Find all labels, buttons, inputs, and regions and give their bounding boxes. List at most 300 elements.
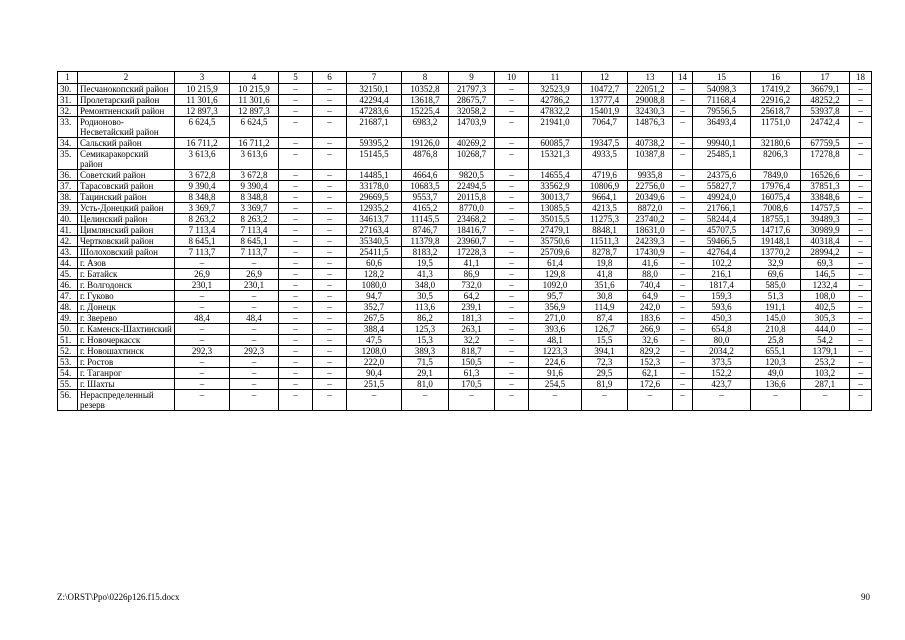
value-cell: –: [673, 324, 693, 335]
value-cell: 32430,3: [628, 106, 673, 117]
value-cell: 120,3: [751, 357, 801, 368]
value-cell: –: [693, 390, 751, 411]
table-row: [58, 313, 872, 324]
value-cell: 25485,1: [693, 149, 751, 170]
value-cell: –: [313, 313, 347, 324]
value-cell: 22051,2: [628, 84, 673, 95]
value-cell: –: [850, 357, 872, 368]
header-cell: 6: [313, 72, 347, 84]
value-cell: 60,6: [347, 258, 402, 269]
value-cell: 25,8: [751, 335, 801, 346]
value-cell: –: [673, 149, 693, 170]
value-cell: 32058,2: [449, 106, 495, 117]
value-cell: 11145,5: [402, 214, 449, 225]
value-cell: –: [279, 280, 313, 291]
value-cell: 24239,3: [628, 236, 673, 247]
value-cell: 62,1: [628, 368, 673, 379]
table-row: [58, 149, 872, 170]
value-cell: 72,3: [582, 357, 628, 368]
row-number-cell: 33.: [58, 117, 78, 138]
value-cell: 19347,5: [582, 138, 628, 149]
value-cell: 45707,5: [693, 225, 751, 236]
value-cell: –: [313, 84, 347, 95]
value-cell: 33562,9: [529, 181, 582, 192]
value-cell: –: [175, 357, 230, 368]
value-cell: 20115,8: [449, 192, 495, 203]
value-cell: –: [529, 390, 582, 411]
value-cell: 29008,8: [628, 95, 673, 106]
header-cell: 17: [801, 72, 850, 84]
value-cell: 35340,5: [347, 236, 402, 247]
value-cell: 146,5: [801, 269, 850, 280]
header-cell: 14: [673, 72, 693, 84]
value-cell: –: [279, 95, 313, 106]
value-cell: 732,0: [449, 280, 495, 291]
row-number-cell: 36.: [58, 170, 78, 181]
value-cell: 29,1: [402, 368, 449, 379]
value-cell: 86,9: [449, 269, 495, 280]
value-cell: –: [850, 84, 872, 95]
value-cell: 1232,4: [801, 280, 850, 291]
value-cell: –: [279, 269, 313, 280]
value-cell: 33178,0: [347, 181, 402, 192]
value-cell: –: [175, 390, 230, 411]
district-name-cell: Нераспределенный резерв: [78, 390, 175, 411]
value-cell: 23960,7: [449, 236, 495, 247]
value-cell: –: [175, 291, 230, 302]
value-cell: 11 301,6: [230, 95, 279, 106]
value-cell: 28994,2: [801, 247, 850, 258]
value-cell: –: [279, 170, 313, 181]
value-cell: 9935,8: [628, 170, 673, 181]
value-cell: 263,1: [449, 324, 495, 335]
table-row: [58, 324, 872, 335]
value-cell: 655,1: [751, 346, 801, 357]
value-cell: 32,2: [449, 335, 495, 346]
value-cell: –: [673, 302, 693, 313]
value-cell: 40738,2: [628, 138, 673, 149]
value-cell: –: [279, 117, 313, 138]
value-cell: –: [313, 117, 347, 138]
value-cell: –: [495, 335, 529, 346]
value-cell: 59395,2: [347, 138, 402, 149]
value-cell: 7849,0: [751, 170, 801, 181]
row-number-cell: 34.: [58, 138, 78, 149]
value-cell: –: [279, 390, 313, 411]
value-cell: –: [850, 214, 872, 225]
value-cell: –: [850, 138, 872, 149]
value-cell: –: [279, 335, 313, 346]
value-cell: 60085,7: [529, 138, 582, 149]
value-cell: 740,4: [628, 280, 673, 291]
table-row: [58, 280, 872, 291]
value-cell: –: [850, 280, 872, 291]
value-cell: –: [850, 346, 872, 357]
value-cell: 54098,3: [693, 84, 751, 95]
value-cell: –: [495, 247, 529, 258]
value-cell: 25709,6: [529, 247, 582, 258]
value-cell: 1080,0: [347, 280, 402, 291]
value-cell: 114,9: [582, 302, 628, 313]
value-cell: –: [850, 170, 872, 181]
value-cell: 19126,0: [402, 138, 449, 149]
value-cell: –: [313, 357, 347, 368]
value-cell: 40318,4: [801, 236, 850, 247]
value-cell: 34613,7: [347, 214, 402, 225]
value-cell: 15145,5: [347, 149, 402, 170]
value-cell: –: [313, 335, 347, 346]
value-cell: 7 113,7: [230, 247, 279, 258]
value-cell: 7008,6: [751, 203, 801, 214]
value-cell: –: [673, 280, 693, 291]
value-cell: –: [279, 357, 313, 368]
value-cell: –: [850, 258, 872, 269]
value-cell: –: [673, 117, 693, 138]
value-cell: –: [313, 192, 347, 203]
value-cell: 593,6: [693, 302, 751, 313]
value-cell: –: [628, 390, 673, 411]
district-name-cell: Тарасовский район: [78, 181, 175, 192]
value-cell: 266,9: [628, 324, 673, 335]
value-cell: 23740,2: [628, 214, 673, 225]
value-cell: –: [495, 324, 529, 335]
value-cell: 17976,4: [751, 181, 801, 192]
value-cell: 13085,5: [529, 203, 582, 214]
value-cell: 12 897,3: [175, 106, 230, 117]
value-cell: 224,6: [529, 357, 582, 368]
value-cell: –: [850, 390, 872, 411]
value-cell: 32,9: [751, 258, 801, 269]
value-cell: –: [279, 225, 313, 236]
value-cell: 53937,8: [801, 106, 850, 117]
value-cell: –: [279, 302, 313, 313]
value-cell: 48,4: [230, 313, 279, 324]
value-cell: –: [495, 291, 529, 302]
row-number-cell: 52.: [58, 346, 78, 357]
value-cell: 102,2: [693, 258, 751, 269]
value-cell: 3 369,7: [230, 203, 279, 214]
row-number-cell: 49.: [58, 313, 78, 324]
value-cell: 15401,9: [582, 106, 628, 117]
value-cell: –: [279, 236, 313, 247]
table-row: [58, 117, 872, 138]
header-cell: 3: [175, 72, 230, 84]
row-number-cell: 30.: [58, 84, 78, 95]
value-cell: 145,0: [751, 313, 801, 324]
value-cell: 3 672,8: [175, 170, 230, 181]
value-cell: –: [230, 379, 279, 390]
value-cell: 1223,3: [529, 346, 582, 357]
value-cell: 25411,5: [347, 247, 402, 258]
value-cell: 49924,0: [693, 192, 751, 203]
value-cell: –: [313, 379, 347, 390]
value-cell: 183,6: [628, 313, 673, 324]
value-cell: 444,0: [801, 324, 850, 335]
value-cell: –: [230, 302, 279, 313]
header-cell: 5: [279, 72, 313, 84]
table-row: [58, 346, 872, 357]
value-cell: –: [495, 192, 529, 203]
table-row: [58, 214, 872, 225]
value-cell: 61,4: [529, 258, 582, 269]
row-number-cell: 41.: [58, 225, 78, 236]
value-cell: 152,2: [693, 368, 751, 379]
value-cell: 1817,4: [693, 280, 751, 291]
value-cell: 585,0: [751, 280, 801, 291]
value-cell: 829,2: [628, 346, 673, 357]
value-cell: –: [495, 214, 529, 225]
value-cell: –: [495, 269, 529, 280]
value-cell: –: [313, 95, 347, 106]
value-cell: 42764,4: [693, 247, 751, 258]
district-name-cell: Семикаракорский район: [78, 149, 175, 170]
value-cell: 18631,0: [628, 225, 673, 236]
value-cell: 27163,4: [347, 225, 402, 236]
district-name-cell: Сальский район: [78, 138, 175, 149]
value-cell: 19,8: [582, 258, 628, 269]
footer-page-number: 90: [861, 592, 870, 602]
value-cell: 17278,8: [801, 149, 850, 170]
value-cell: 71,5: [402, 357, 449, 368]
data-table: [57, 71, 872, 411]
row-number-cell: 38.: [58, 192, 78, 203]
value-cell: –: [850, 313, 872, 324]
value-cell: 7 113,4: [230, 225, 279, 236]
value-cell: 26,9: [175, 269, 230, 280]
value-cell: –: [313, 247, 347, 258]
value-cell: 21797,3: [449, 84, 495, 95]
value-cell: –: [751, 390, 801, 411]
value-cell: –: [850, 149, 872, 170]
value-cell: –: [313, 181, 347, 192]
value-cell: –: [175, 379, 230, 390]
value-cell: 32180,6: [751, 138, 801, 149]
value-cell: 8 263,2: [175, 214, 230, 225]
value-cell: –: [495, 357, 529, 368]
value-cell: 26,9: [230, 269, 279, 280]
row-number-cell: 37.: [58, 181, 78, 192]
value-cell: 19,5: [402, 258, 449, 269]
value-cell: 24742,4: [801, 117, 850, 138]
row-number-cell: 54.: [58, 368, 78, 379]
value-cell: 36493,4: [693, 117, 751, 138]
value-cell: 251,5: [347, 379, 402, 390]
value-cell: 15321,3: [529, 149, 582, 170]
value-cell: –: [449, 390, 495, 411]
value-cell: 40269,2: [449, 138, 495, 149]
value-cell: –: [673, 357, 693, 368]
value-cell: –: [175, 258, 230, 269]
value-cell: 152,3: [628, 357, 673, 368]
value-cell: 16 711,2: [230, 138, 279, 149]
value-cell: 24375,6: [693, 170, 751, 181]
value-cell: 11379,8: [402, 236, 449, 247]
value-cell: 25618,7: [751, 106, 801, 117]
value-cell: 88,0: [628, 269, 673, 280]
value-cell: 16075,4: [751, 192, 801, 203]
table-row: [58, 106, 872, 117]
value-cell: 48,1: [529, 335, 582, 346]
value-cell: 8206,3: [751, 149, 801, 170]
value-cell: –: [673, 379, 693, 390]
value-cell: 8 645,1: [230, 236, 279, 247]
district-name-cell: г. Ростов: [78, 357, 175, 368]
table-row: [58, 138, 872, 149]
value-cell: 222,0: [347, 357, 402, 368]
value-cell: 352,7: [347, 302, 402, 313]
value-cell: 16 711,2: [175, 138, 230, 149]
value-cell: –: [230, 335, 279, 346]
value-cell: 30989,9: [801, 225, 850, 236]
value-cell: –: [495, 258, 529, 269]
header-cell: 13: [628, 72, 673, 84]
district-name-cell: Пролетарский район: [78, 95, 175, 106]
value-cell: –: [673, 181, 693, 192]
row-number-cell: 53.: [58, 357, 78, 368]
value-cell: –: [279, 247, 313, 258]
value-cell: –: [850, 324, 872, 335]
district-name-cell: г. Таганрог: [78, 368, 175, 379]
value-cell: 58244,4: [693, 214, 751, 225]
value-cell: 22916,2: [751, 95, 801, 106]
value-cell: 654,8: [693, 324, 751, 335]
table-row: [58, 269, 872, 280]
value-cell: 1092,0: [529, 280, 582, 291]
value-cell: –: [313, 138, 347, 149]
value-cell: 9 390,4: [175, 181, 230, 192]
value-cell: 90,4: [347, 368, 402, 379]
value-cell: 32523,9: [529, 84, 582, 95]
district-name-cell: г. Батайск: [78, 269, 175, 280]
row-number-cell: 39.: [58, 203, 78, 214]
value-cell: 42294,4: [347, 95, 402, 106]
value-cell: –: [495, 84, 529, 95]
value-cell: –: [279, 346, 313, 357]
value-cell: 51,3: [751, 291, 801, 302]
value-cell: –: [313, 390, 347, 411]
value-cell: 37851,3: [801, 181, 850, 192]
header-cell: 16: [751, 72, 801, 84]
header-cell: 18: [850, 72, 872, 84]
district-name-cell: г. Каменск-Шахтинский: [78, 324, 175, 335]
value-cell: 8 645,1: [175, 236, 230, 247]
value-cell: –: [279, 313, 313, 324]
value-cell: –: [673, 170, 693, 181]
table-row: [58, 203, 872, 214]
value-cell: –: [313, 291, 347, 302]
table-row: [58, 192, 872, 203]
value-cell: 47832,2: [529, 106, 582, 117]
value-cell: –: [230, 291, 279, 302]
value-cell: 10387,8: [628, 149, 673, 170]
value-cell: 9664,1: [582, 192, 628, 203]
district-name-cell: Тацинский район: [78, 192, 175, 203]
value-cell: –: [402, 390, 449, 411]
value-cell: 48,4: [175, 313, 230, 324]
value-cell: –: [313, 324, 347, 335]
value-cell: –: [279, 214, 313, 225]
row-number-cell: 35.: [58, 149, 78, 170]
value-cell: 15,5: [582, 335, 628, 346]
value-cell: 27479,1: [529, 225, 582, 236]
value-cell: –: [673, 368, 693, 379]
value-cell: 47283,6: [347, 106, 402, 117]
value-cell: 356,9: [529, 302, 582, 313]
value-cell: 64,9: [628, 291, 673, 302]
value-cell: 47,5: [347, 335, 402, 346]
value-cell: 254,5: [529, 379, 582, 390]
value-cell: –: [313, 106, 347, 117]
value-cell: –: [850, 95, 872, 106]
value-cell: 8278,7: [582, 247, 628, 258]
district-name-cell: г. Новочеркасск: [78, 335, 175, 346]
table-row: [58, 368, 872, 379]
value-cell: –: [850, 335, 872, 346]
row-number-cell: 44.: [58, 258, 78, 269]
table-row: [58, 95, 872, 106]
value-cell: –: [801, 390, 850, 411]
district-name-cell: Чертковский район: [78, 236, 175, 247]
value-cell: 11751,0: [751, 117, 801, 138]
header-cell: 2: [78, 72, 175, 84]
value-cell: 11275,3: [582, 214, 628, 225]
table-row: [58, 247, 872, 258]
value-cell: 11 301,6: [175, 95, 230, 106]
row-number-cell: 55.: [58, 379, 78, 390]
value-cell: 8 263,2: [230, 214, 279, 225]
row-number-cell: 46.: [58, 280, 78, 291]
value-cell: 35750,6: [529, 236, 582, 247]
value-cell: 99940,1: [693, 138, 751, 149]
value-cell: 8 348,8: [230, 192, 279, 203]
value-cell: 18755,1: [751, 214, 801, 225]
value-cell: 191,1: [751, 302, 801, 313]
table-row: [58, 335, 872, 346]
value-cell: 10268,7: [449, 149, 495, 170]
value-cell: –: [495, 302, 529, 313]
value-cell: 30,5: [402, 291, 449, 302]
value-cell: –: [850, 203, 872, 214]
value-cell: 10352,8: [402, 84, 449, 95]
value-cell: –: [850, 291, 872, 302]
value-cell: –: [495, 95, 529, 106]
table-row: [58, 390, 872, 411]
header-cell: 7: [347, 72, 402, 84]
value-cell: 267,5: [347, 313, 402, 324]
value-cell: –: [230, 324, 279, 335]
value-cell: –: [279, 106, 313, 117]
value-cell: 17228,3: [449, 247, 495, 258]
value-cell: 128,2: [347, 269, 402, 280]
value-cell: 20349,6: [628, 192, 673, 203]
value-cell: 69,6: [751, 269, 801, 280]
value-cell: –: [850, 117, 872, 138]
value-cell: –: [230, 357, 279, 368]
value-cell: –: [850, 106, 872, 117]
value-cell: –: [175, 368, 230, 379]
value-cell: 4165,2: [402, 203, 449, 214]
table-row: [58, 379, 872, 390]
value-cell: 32150,1: [347, 84, 402, 95]
value-cell: 13770,2: [751, 247, 801, 258]
value-cell: 10 215,9: [230, 84, 279, 95]
value-cell: 41,8: [582, 269, 628, 280]
value-cell: 4213,5: [582, 203, 628, 214]
value-cell: –: [495, 203, 529, 214]
value-cell: 271,0: [529, 313, 582, 324]
value-cell: –: [279, 149, 313, 170]
row-number-cell: 32.: [58, 106, 78, 117]
